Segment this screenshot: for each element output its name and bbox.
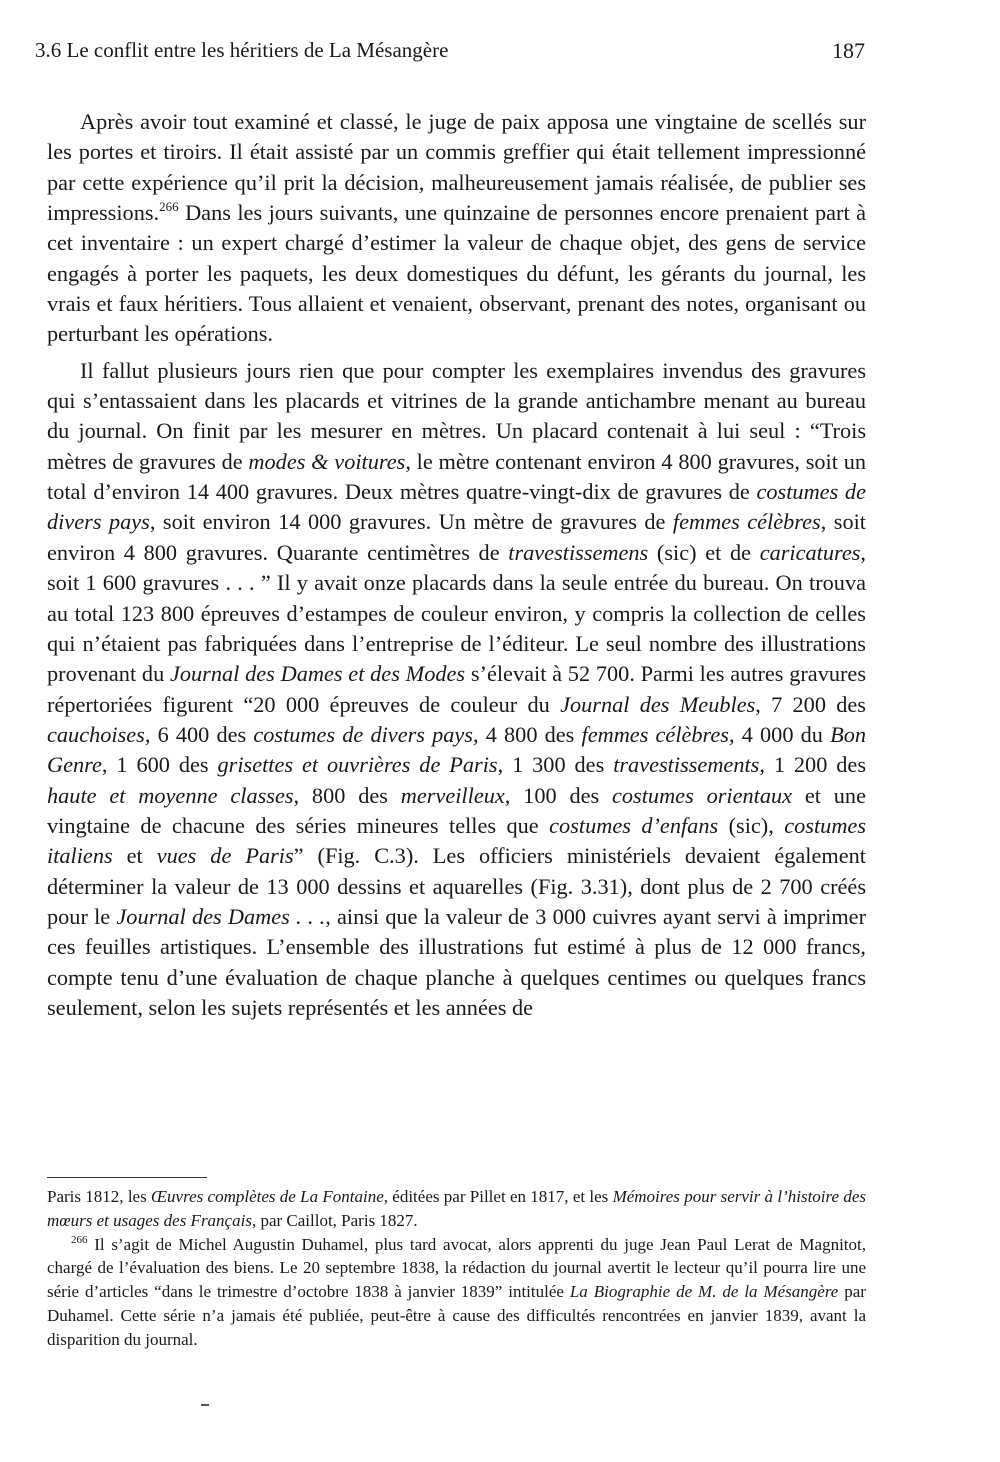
italic-title: cauchoises — [47, 721, 145, 747]
text-run: , éditées par Pillet en 1817, et les — [383, 1187, 613, 1206]
italic-title: costumes orientaux — [612, 782, 793, 808]
italic-title: costumes italiens — [47, 812, 866, 869]
italic-title: travestissements — [613, 752, 760, 778]
italic-title: haute et moyenne classes — [47, 782, 294, 808]
text-run: et une vingtaine de chacune des séries mineures telles que — [47, 782, 866, 838]
italic-title: grisettes et ouvrières de Paris — [217, 752, 498, 778]
text-run: s’élevait à 52 700. Parmi les autres gravures répertoriées figurent “20 000 épreuves de couleur du — [47, 661, 866, 717]
text-run: Dans les jours suivants, une quinzaine de personnes encore prenaient part à cet inventaire : un expert chargé d’estimer la valeur de chaque objet, des gens de service engagés à porter les paquets, les deux domestiques du défunt, les gérants du journal, les vrais et faux héritiers. Tous allaient et venaient, observant, prenant des notes, organisant ou perturbant les opérations. — [47, 200, 866, 347]
italic-title: merveilleux — [400, 782, 505, 808]
footnote-reference-266[interactable]: 266 — [159, 199, 179, 215]
italic-title: Bon Genre — [47, 721, 866, 778]
main-text — [47, 107, 866, 1023]
section-title: 3.6 Le conflit entre les héritiers de La Mésangère — [35, 38, 449, 62]
text-run: , ainsi que la valeur de 3 000 cuivres ayant servi à imprimer ces feuilles artistiques. L’ensemble des illustrations fut estimé à plus de 12 000 francs, compte tenu d’une évaluation de chaque planche à quelques centimes ou quelques francs seulement, selon les sujets représentés et les années de — [47, 903, 866, 1020]
text-run: , 1 600 des — [101, 752, 218, 778]
italic-title: vues de Paris — [156, 843, 294, 869]
italic-title: Journal des Meubles — [560, 691, 756, 717]
text-run: (sic), — [718, 812, 785, 838]
text-run: , le mètre contenant environ 4 800 gravures, soit un total d’environ 14 400 gravures. Deux mètres quatre-vingt-dix de gravures de — [47, 448, 866, 505]
footnote-266 — [47, 1233, 866, 1352]
text-run: Il s’agit de Michel Augustin Duhamel, plus tard avocat, alors apprenti du juge Jean Paul Lerat de Magnitot, chargé de l’évaluation des biens. Le 20 septembre 1838, la rédaction du journal avertit le lecteur qu’il pourra lire une série d’articles “dans le trimestre d’octobre 1838 à janvier 1839” intitulée — [47, 1234, 866, 1302]
footnote-continuation — [47, 1185, 866, 1233]
text-run: Il fallut plusieurs jours rien que pour compter les exemplaires invendus des gravures qui s’entassaient dans les placards et vitrines de la grande antichambre menant au bureau du journal. On finit par les mesurer en mètres. Un placard contenait à lui seul : “Trois mètres de gravures de — [47, 357, 866, 474]
italic-title: caricatures — [759, 539, 861, 565]
text-run: , soit environ 14 000 gravures. Un mètre de gravures de — [149, 509, 673, 535]
text-run: ” (Fig. C.3). Les officiers ministériels devaient également déterminer la valeur de 13 000 dessins et aquarelles (Fig. 3.31), dont plus de 2 700 créés pour le — [47, 843, 866, 929]
page-number: 187 — [832, 38, 865, 63]
text-run: , 4 800 des — [472, 721, 582, 747]
text-run: Paris 1812, les — [47, 1187, 151, 1206]
text-run: , 800 des — [293, 782, 401, 808]
italic-title: modes & voitures — [248, 448, 406, 474]
text-run: , 6 400 des — [144, 721, 254, 747]
text-run: , 1 200 des — [759, 752, 867, 778]
italic-title: Mémoires pour servir à l’histoire des mœurs et usages des Français — [47, 1187, 866, 1230]
text-run: (sic) et de — [648, 539, 760, 565]
paragraph-1 — [47, 107, 866, 350]
text-run: , 4 000 du — [728, 721, 831, 747]
italic-title: costumes de divers pays — [47, 479, 866, 535]
italic-title: costumes d’enfans — [549, 812, 719, 838]
text-run: , par Caillot, Paris 1827. — [251, 1210, 418, 1230]
footnote-number: 266 — [71, 1233, 88, 1246]
italic-title: costumes de divers pays — [253, 721, 473, 747]
running-header — [35, 38, 865, 68]
text-run: , 100 des — [504, 782, 612, 808]
italic-title: travestissemens — [508, 539, 649, 565]
text-run: par Duhamel. Cette série n’a jamais été publiée, peut-être à cause des difficultés rencontrées en janvier 1839, avant la disparition du journal. — [47, 1282, 866, 1349]
text-run: , 1 300 des — [497, 752, 614, 778]
text-run: Après avoir tout examiné et classé, le juge de paix apposa une vingtaine de scellés sur les portes et tiroirs. Il était assisté par un commis greffier qui était tellement impressionné par cette expérience qu’il prit la décision, malheureusement jamais réalisée, de publier ses impressions. — [47, 109, 866, 226]
scan-speck — [201, 1404, 209, 1406]
italic-title: Œuvres complètes de La Fontaine — [151, 1187, 384, 1206]
text-run: et — [112, 843, 157, 869]
italic-title: Journal des Dames . . . — [116, 903, 326, 929]
text-run: , soit 1 600 gravures . . . ” Il y avait onze placards dans la seule entrée du bureau. On trouva au total 123 800 épreuves d’estampes de couleur environ, y compris la collection de celles qui n’étaient pas fabriquées dans l’entreprise de l’éditeur. Le seul nombre des illustrations provenant du — [47, 539, 866, 687]
italic-title: femmes célèbres — [581, 721, 729, 747]
footnotes — [47, 1185, 866, 1352]
italic-title: femmes célèbres — [672, 509, 821, 535]
text-run: , soit environ 4 800 gravures. Quarante centimètres de — [47, 509, 866, 565]
text-run: , 7 200 des — [755, 691, 866, 717]
footnote-separator — [47, 1177, 207, 1178]
italic-title: Journal des Dames et des Modes — [169, 661, 466, 687]
italic-title: La Biographie de M. de la Mésangère — [569, 1282, 839, 1302]
paragraph-2 — [47, 356, 866, 1024]
